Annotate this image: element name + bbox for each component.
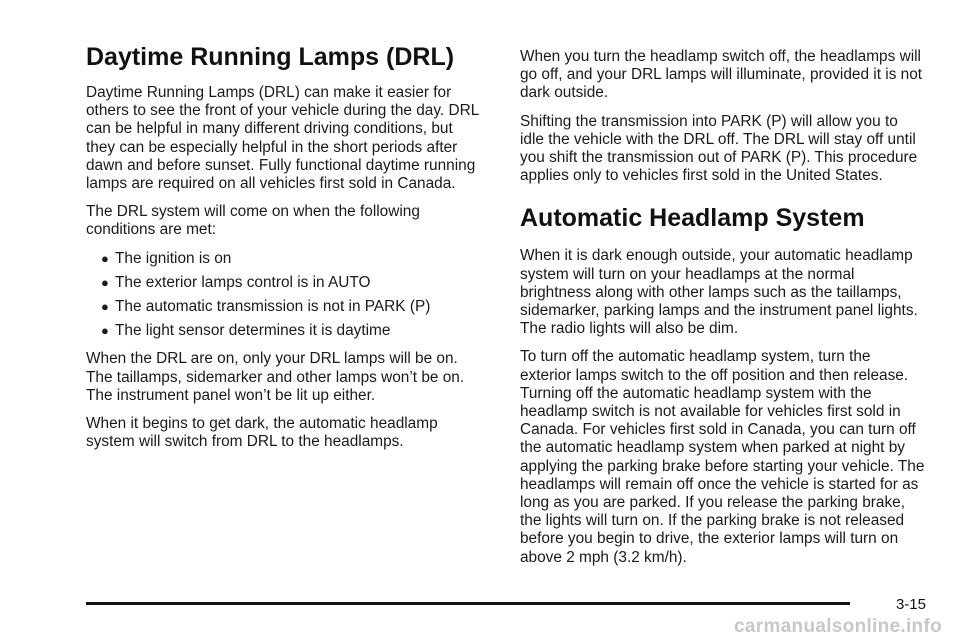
left-column (86, 42, 480, 461)
bullet-icon: ● (101, 250, 109, 266)
drl-dark-paragraph: When it begins to get dark, the automatic headlamp system will switch from DRL to the headlamps. (86, 415, 438, 451)
automatic-headlamp-paragraph: When it is dark enough outside, your automatic headlamp system will turn on your headlamps at the normal brightness along with other lamps such as the taillamps, sidemarker, parking lamps and the instrument panel lights. The radio lights will also be dim. (520, 247, 918, 338)
footer-rule (86, 602, 850, 605)
section-heading-automatic-headlamp: Automatic Headlamp System (520, 204, 865, 233)
watermark: carmanualsonline.info (734, 616, 942, 637)
drl-conditions-list (86, 250, 480, 341)
bullet-icon: ● (101, 274, 109, 290)
list-item: ● The automatic transmission is not in PARK (P) (101, 298, 431, 316)
section-heading-drl: Daytime Running Lamps (DRL) (86, 43, 455, 71)
list-item: ● The light sensor determines it is daytime (101, 322, 391, 340)
bullet-icon: ● (101, 323, 109, 339)
drl-conditions-paragraph: The DRL system will come on when the following conditions are met: (86, 203, 420, 239)
drl-on-paragraph: When the DRL are on, only your DRL lamps will be on. The taillamps, sidemarker and other lamps won’t be on. The instrument panel won’t be lit up either. (86, 350, 465, 404)
park-paragraph: Shifting the transmission into PARK (P) will allow you to idle the vehicle with the DRL off. The DRL will stay off until you shift the transmission out of PARK (P). This procedure applies only to vehicles first sold in the United States. (520, 112, 918, 185)
bullet-icon: ● (101, 299, 109, 315)
drl-intro-paragraph: Daytime Running Lamps (DRL) can make it easier for others to see the front of your vehicle during the day. DRL can be helpful in many different driving conditions, but they can be especially helpful in the short periods after dawn and before sunset. Fully functional daytime running lamps are required on all vehicles first sold in Canada. (86, 84, 479, 193)
list-item: ● The ignition is on (101, 249, 232, 267)
list-item: ● The exterior lamps control is in AUTO (101, 273, 371, 291)
headlamp-switch-paragraph: When you turn the headlamp switch off, the headlamps will go off, and your DRL lamps will illuminate, provided it is not dark outside. (520, 48, 923, 102)
turn-off-headlamp-paragraph: To turn off the automatic headlamp system, turn the exterior lamps switch to the off position and then release. Turning off the automatic headlamp system with the headlamp switch is not available for vehicles first sold in Canada. For vehicles first sold in Canada, you can turn off the automatic headlamp system when parked at night by applying the parking brake before starting your vehicle. The headlamps will remain off once the vehicle is started for as long as you are parked. If you release the parking brake, the lights will turn on. If the parking brake is not released before you begin to drive, the exterior lamps will turn on above 2 mph (3.2 km/h). (520, 348, 925, 566)
page-number: 3-15 (895, 596, 926, 613)
right-column (520, 48, 926, 577)
